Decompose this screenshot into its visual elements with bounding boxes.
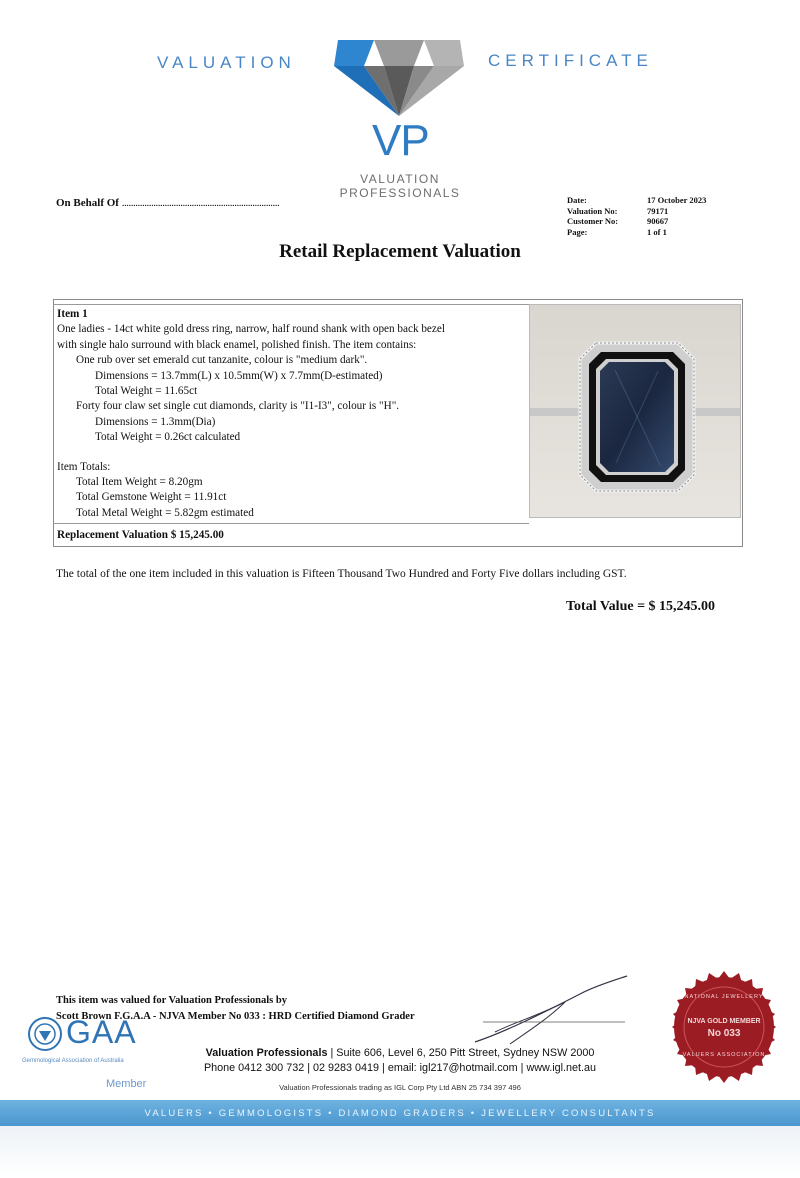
meta-row-page bbox=[567, 227, 706, 238]
logo-subtitle bbox=[330, 172, 470, 200]
seal-text-number: No 033 bbox=[707, 1028, 741, 1039]
gaa-member-label: Member bbox=[106, 1078, 147, 1090]
footer-band bbox=[0, 1100, 800, 1126]
diamond-logo-icon bbox=[330, 38, 468, 118]
footer-bottom-strip bbox=[0, 1126, 800, 1178]
company-contact: Phone 0412 300 732 | 02 9283 0419 | email: igl217@hotmail.com | www.igl.net.au bbox=[203, 1062, 597, 1074]
njva-seal-icon bbox=[666, 969, 782, 1085]
total-item-weight: Total Item Weight = 8.20gm bbox=[76, 476, 203, 489]
valuer-line1: This item was valued for Valuation Professionals by bbox=[56, 995, 287, 1006]
meta-label: Date: bbox=[567, 195, 587, 205]
item-details bbox=[57, 307, 527, 521]
meta-row-date bbox=[567, 195, 706, 206]
meta-row-customer-no bbox=[567, 216, 706, 227]
logo-line-professionals: PROFESSIONALS bbox=[339, 186, 461, 200]
meta-label: Customer No: bbox=[567, 216, 619, 226]
meta-value: 17 October 2023 bbox=[647, 195, 707, 205]
trading-as: Valuation Professionals trading as IGL Corp Pty Ltd ABN 25 734 397 496 bbox=[279, 1083, 521, 1092]
address-text: | Suite 606, Level 6, 250 Pitt Street, Sydney NSW 2000 bbox=[327, 1047, 595, 1059]
stone1-dimensions: Dimensions = 13.7mm(L) x 10.5mm(W) x 7.7mm(D-estimated) bbox=[95, 369, 383, 382]
header-valuation-word: VALUATION bbox=[157, 53, 296, 72]
stone2-description: Forty four claw set single cut diamonds, clarity is "I1-I3", colour is "H". bbox=[76, 400, 400, 413]
document-title: Retail Replacement Valuation bbox=[279, 241, 521, 262]
total-metal-weight: Total Metal Weight = 5.82gm estimated bbox=[76, 506, 254, 519]
meta-value: 90667 bbox=[647, 216, 669, 226]
ring-image-icon bbox=[530, 305, 741, 518]
seal-text-bottom: VALUERS ASSOCIATION bbox=[682, 1052, 766, 1058]
ring-photo bbox=[529, 304, 741, 518]
meta-value: 1 of 1 bbox=[647, 226, 667, 237]
gaa-logo-text: GAA bbox=[66, 1014, 137, 1050]
summary-text: The total of the one item included in this valuation is Fifteen Thousand Two Hundred and Forty Five dollars including GST. bbox=[56, 568, 627, 580]
gaa-emblem-icon bbox=[27, 1016, 63, 1052]
footer-band-text: VALUERS • GEMMOLOGISTS • DIAMOND GRADERS • JEWELLERY CONSULTANTS bbox=[144, 1108, 656, 1119]
item-heading: Item 1 bbox=[57, 308, 88, 320]
total-gemstone-weight: Total Gemstone Weight = 11.91ct bbox=[76, 491, 227, 504]
valuer-line2: Scott Brown F.G.A.A - NJVA Member No 033 : HRD Certified Diamond Grader bbox=[56, 1011, 415, 1022]
meta-block bbox=[567, 195, 706, 237]
seal-text-top: NATIONAL JEWELLERY bbox=[684, 994, 764, 1000]
logo-vp-letters: VP bbox=[372, 116, 429, 165]
on-behalf-dots: ...................................................................... bbox=[121, 197, 280, 209]
gaa-subtitle: Gemmological Association of Australia bbox=[22, 1058, 124, 1064]
signature-icon bbox=[455, 972, 635, 1052]
stone1-description: One rub over set emerald cut tanzanite, colour is "medium dark". bbox=[76, 354, 368, 367]
company-name: Valuation Professionals bbox=[205, 1047, 328, 1059]
company-address bbox=[160, 1047, 640, 1059]
item-description-line1: One ladies - 14ct white gold dress ring, narrow, half round shank with open back bezel bbox=[57, 323, 445, 336]
meta-label: Valuation No: bbox=[567, 205, 618, 216]
meta-label: Page: bbox=[567, 226, 588, 237]
meta-row-valuation-no bbox=[567, 206, 706, 217]
total-value: Total Value = $ 15,245.00 bbox=[566, 599, 716, 614]
item-top-rule bbox=[53, 304, 529, 305]
meta-value: 79171 bbox=[647, 205, 669, 216]
stone1-weight: Total Weight = 11.65ct bbox=[95, 385, 198, 398]
replacement-rule bbox=[53, 523, 529, 524]
stone2-weight: Total Weight = 0.26ct calculated bbox=[95, 431, 241, 444]
item-totals-heading: Item Totals: bbox=[57, 460, 111, 473]
stone2-dimensions: Dimensions = 1.3mm(Dia) bbox=[95, 415, 216, 428]
logo-line-valuation: VALUATION bbox=[360, 172, 440, 186]
on-behalf-label: On Behalf Of bbox=[56, 197, 119, 209]
header-certificate-word: CERTIFICATE bbox=[488, 51, 653, 70]
seal-text-member: NJVA GOLD MEMBER bbox=[687, 1018, 761, 1025]
replacement-valuation: Replacement Valuation $ 15,245.00 bbox=[57, 529, 224, 541]
on-behalf-of bbox=[56, 197, 279, 209]
item-description-line2: with single halo surround with black enamel, polished finish. The item contains: bbox=[57, 338, 417, 351]
